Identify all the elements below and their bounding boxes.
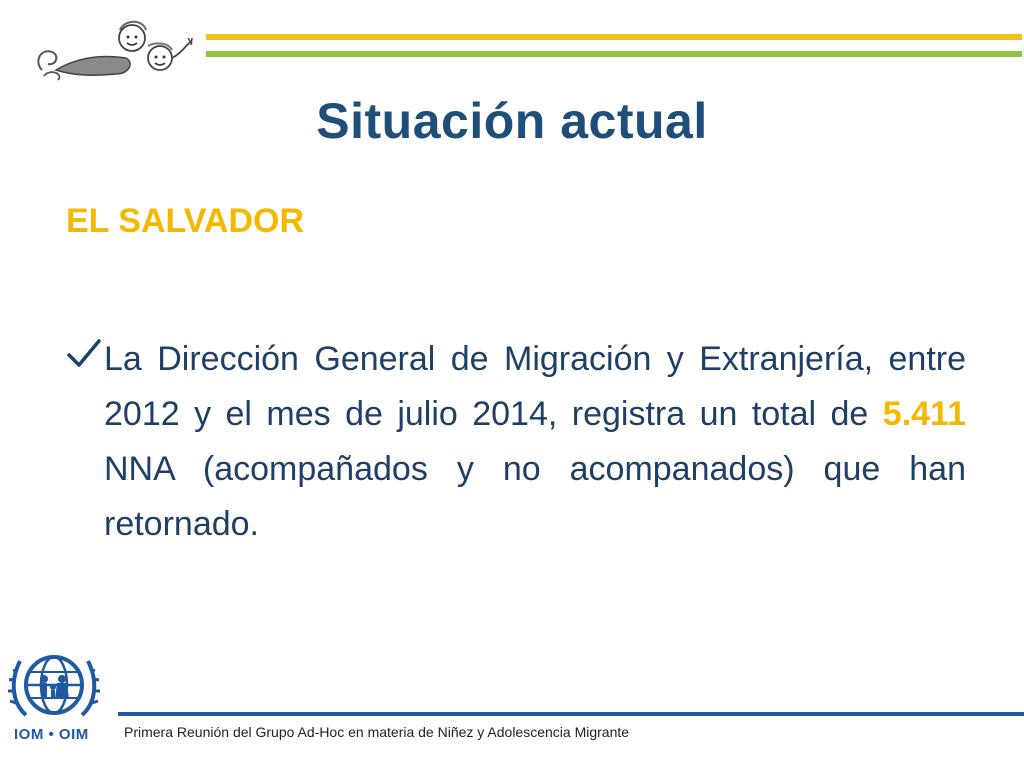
iom-label: IOM • OIM <box>14 726 89 743</box>
iom-globe-logo <box>6 645 102 725</box>
kids-drawing-logo <box>30 18 202 88</box>
slide-title: Situación actual <box>316 93 708 149</box>
bullet-text-before: La Dirección General de Migración y Extranjería, entre 2012 y el mes de julio 2014, registra un total de <box>104 340 966 433</box>
header-line-green <box>206 51 1022 57</box>
footer-rule <box>118 712 1024 716</box>
bullet-text <box>104 332 966 552</box>
footer-caption: Primera Reunión del Grupo Ad-Hoc en materia de Niñez y Adolescencia Migrante <box>124 724 630 740</box>
highlight-number: 5.411 <box>882 395 966 433</box>
header-line-yellow <box>206 34 1022 40</box>
checkmark-icon <box>66 338 102 370</box>
bullet-item <box>66 332 966 552</box>
slide-subtitle: EL SALVADOR <box>66 202 305 240</box>
bullet-text-after: NNA (acompañados y no acompanados) que han retornado. <box>104 450 966 543</box>
